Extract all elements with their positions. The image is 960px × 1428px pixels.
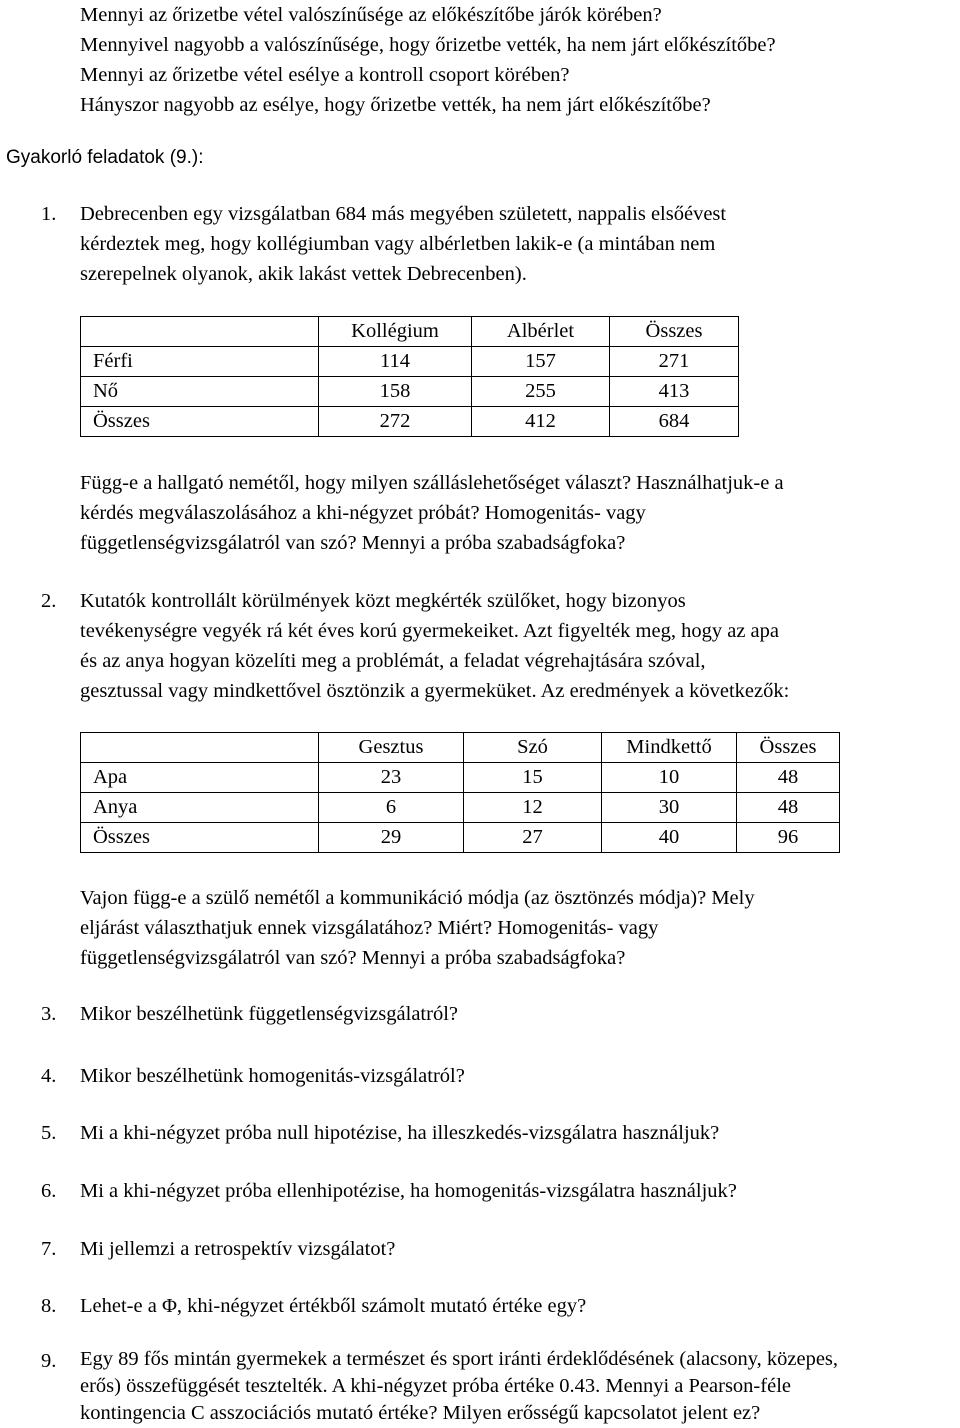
table-row [81,763,840,793]
question-line: Függ-e a hallgató nemétől, hogy milyen szálláslehetőséget választ? Használhatjuk-e a [80,472,784,494]
table-cell: 413 [610,377,739,407]
intro-questions [80,0,776,120]
table-cell: 271 [610,347,739,377]
table-cell: Összes [610,317,739,347]
table-cell: Összes [737,733,840,763]
table-cell [81,733,319,763]
table-cell: 158 [319,377,472,407]
table-cell: Apa [81,763,319,793]
question-line: Mi jellemzi a retrospektív vizsgálatot? [80,1238,396,1260]
question-line: Mikor beszélhetünk homogenitás-vizsgálatról? [80,1065,465,1087]
question-text [80,1176,960,1206]
question-text [80,999,960,1029]
intro-line: Mennyi az őrizetbe vétel valószínűsége az előkészítőbe járók körében? [80,4,662,26]
question-number: 7. [41,1238,57,1260]
question-line: Kutatók kontrollált körülmények közt megkérték szülőket, hogy bizonyos [80,590,686,612]
question-text [80,1291,960,1321]
question-number: 2. [41,590,57,612]
question-text [80,1234,960,1264]
question-line: gesztussal vagy mindkettővel ösztönzik a gyermeküket. Az eredmények a következők: [80,680,790,702]
table-row [81,407,739,437]
question-line: Mi a khi-négyzet próba null hipotézise, ha illeszkedés-vizsgálatra használjuk? [80,1122,720,1144]
question-line: és az anya hogyan közelíti meg a problémát, a feladat végrehajtására szóval, [80,650,706,672]
question-text [80,586,960,706]
question-number: 1. [41,203,57,225]
table-cell: Gesztus [319,733,464,763]
question-line: Mikor beszélhetünk függetlenségvizsgálatról? [80,1003,458,1025]
table-cell: Albérlet [472,317,610,347]
table-cell: Szó [464,733,602,763]
question-line: tevékenységre vegyék rá két éves korú gyermekeiket. Azt figyelték meg, hogy az apa [80,620,779,642]
table-cell: 412 [472,407,610,437]
question-line: Lehet-e a Φ, khi-négyzet értékből számolt mutató értéke egy? [80,1295,587,1317]
table-cell: Mindkettő [602,733,737,763]
table-header-row [81,733,840,763]
table-cell: Összes [81,407,319,437]
table-cell: 48 [737,763,840,793]
table-row [81,377,739,407]
table-cell: 12 [464,793,602,823]
table-cell: 684 [610,407,739,437]
question-text [80,1118,960,1148]
table-cell [81,317,319,347]
intro-line: Mennyivel nagyobb a valószínűsége, hogy őrizetbe vették, ha nem járt előkészítőbe? [80,34,776,56]
table-cell: Férfi [81,347,319,377]
table-cell: 6 [319,793,464,823]
table-cell: 30 [602,793,737,823]
table-cell: 114 [319,347,472,377]
question-text [80,883,960,973]
intro-line: Mennyi az őrizetbe vétel esélye a kontroll csoport körében? [80,64,570,86]
question-line: függetlenségvizsgálatról van szó? Mennyi a próba szabadságfoka? [80,532,626,554]
question-number: 4. [41,1065,57,1087]
question-line: kérdeztek meg, hogy kollégiumban vagy albérletben lakik-e (a mintában nem [80,233,716,255]
table-communication [80,732,840,853]
question-line: Egy 89 fős mintán gyermekek a természet és sport iránti érdeklődésének (alacsony, közepes, [80,1348,839,1370]
table-housing [80,316,739,437]
table-row [81,793,840,823]
question-text [80,199,960,289]
table-cell: 157 [472,347,610,377]
table-cell: 15 [464,763,602,793]
question-line: kontingencia C asszociációs mutató értéke? Milyen erősségű kapcsolatot jelent ez? [80,1402,761,1424]
table-row [81,347,739,377]
section-heading: Gyakorló feladatok (9.): [6,147,204,168]
question-number: 9. [41,1350,57,1372]
table-cell: 29 [319,823,464,853]
question-line: szerepelnek olyanok, akik lakást vettek Debrecenben). [80,263,527,285]
question-line: függetlenségvizsgálatról van szó? Mennyi a próba szabadságfoka? [80,947,626,969]
question-text [80,1346,960,1427]
table-cell: Anya [81,793,319,823]
table-cell: 48 [737,793,840,823]
table-cell: 40 [602,823,737,853]
table-cell: 10 [602,763,737,793]
table-cell: 272 [319,407,472,437]
question-number: 3. [41,1003,57,1025]
intro-line: Hányszor nagyobb az esélye, hogy őrizetbe vették, ha nem járt előkészítőbe? [80,94,711,116]
question-line: eljárást választhatjuk ennek vizsgálatához? Miért? Homogenitás- vagy [80,917,659,939]
question-number: 6. [41,1180,57,1202]
question-line: erős) összefüggését tesztelték. A khi-négyzet próba értéke 0.43. Mennyi a Pearson-féle [80,1375,791,1397]
table-header-row [81,317,739,347]
table-cell: Nő [81,377,319,407]
question-text [80,468,960,558]
question-line: Debrecenben egy vizsgálatban 684 más megyében született, nappalis elsőévest [80,203,727,225]
question-number: 8. [41,1295,57,1317]
table-cell: 96 [737,823,840,853]
table-cell: 27 [464,823,602,853]
table-row [81,823,840,853]
question-text [80,1061,960,1091]
table-cell: Összes [81,823,319,853]
question-line: kérdés megválaszolásához a khi-négyzet próbát? Homogenitás- vagy [80,502,646,524]
table-cell: 23 [319,763,464,793]
table-cell: 255 [472,377,610,407]
table-cell: Kollégium [319,317,472,347]
question-number: 5. [41,1122,57,1144]
question-line: Mi a khi-négyzet próba ellenhipotézise, ha homogenitás-vizsgálatra használjuk? [80,1180,737,1202]
question-line: Vajon függ-e a szülő nemétől a kommunikáció módja (az ösztönzés módja)? Mely [80,887,755,909]
